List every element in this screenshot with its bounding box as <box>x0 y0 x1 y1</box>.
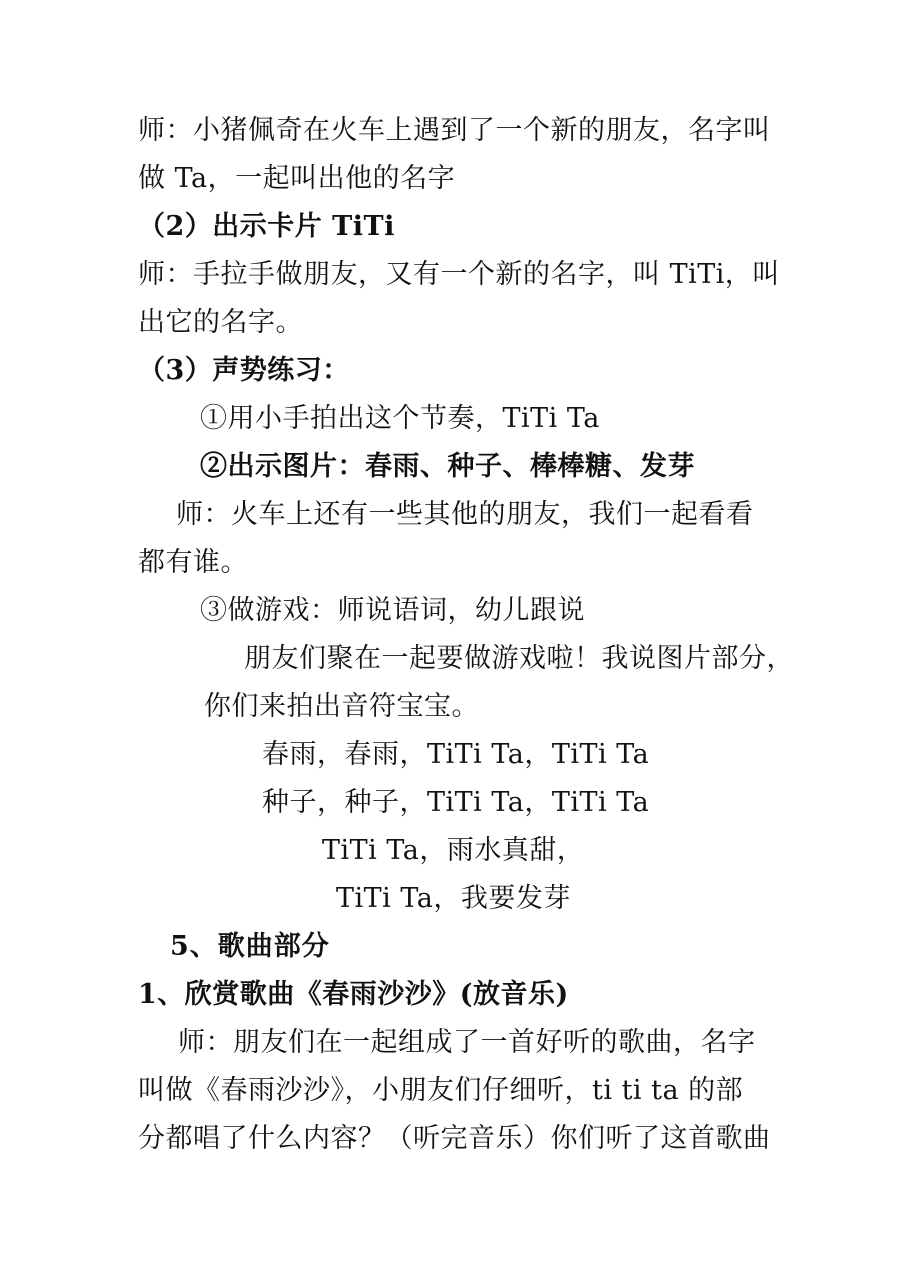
paragraph-line: 做 Ta，一起叫出他的名字 <box>138 163 456 194</box>
chant-line: 种子，种子，TiTi Ta，TiTi Ta <box>262 787 650 818</box>
paragraph-line: 师：朋友们在一起组成了一首好听的歌曲，名字 <box>178 1027 756 1058</box>
section-5-heading: 5、歌曲部分 <box>170 931 330 962</box>
paragraph-line: 师：小猪佩奇在火车上遇到了一个新的朋友，名字叫 <box>138 115 771 146</box>
paragraph-line: 师：手拉手做朋友，又有一个新的名字，叫 TiTi，叫 <box>138 259 780 290</box>
step-3-heading: （3）声势练习： <box>138 355 350 386</box>
step-2-heading: （2）出示卡片 TiTi <box>138 211 395 242</box>
chant-line: TiTi Ta，雨水真甜， <box>322 835 585 866</box>
paragraph-line: 师：火车上还有一些其他的朋友，我们一起看看 <box>176 499 754 530</box>
paragraph-line: 叫做《春雨沙沙》，小朋友们仔细听，ti ti ta 的部 <box>138 1075 744 1106</box>
sub-step-2: ②出示图片：春雨、种子、棒棒糖、发芽 <box>200 451 695 482</box>
section-5-1-heading: 1、欣赏歌曲《春雨沙沙》(放音乐) <box>138 979 569 1010</box>
paragraph-line: 分都唱了什么内容？（听完音乐）你们听了这首歌曲 <box>138 1123 771 1154</box>
paragraph-line: 朋友们聚在一起要做游戏啦！我说图片部分， <box>244 643 794 674</box>
paragraph-line: 你们来拍出音符宝宝。 <box>204 691 479 722</box>
chant-line: TiTi Ta，我要发芽 <box>336 883 571 914</box>
paragraph-line: 都有谁。 <box>138 547 248 578</box>
sub-step-1: ①用小手拍出这个节奏，TiTi Ta <box>200 403 600 434</box>
sub-step-3: ③做游戏：师说语词，幼儿跟说 <box>200 595 585 626</box>
paragraph-line: 出它的名字。 <box>138 307 303 338</box>
chant-line: 春雨，春雨，TiTi Ta，TiTi Ta <box>262 739 650 770</box>
